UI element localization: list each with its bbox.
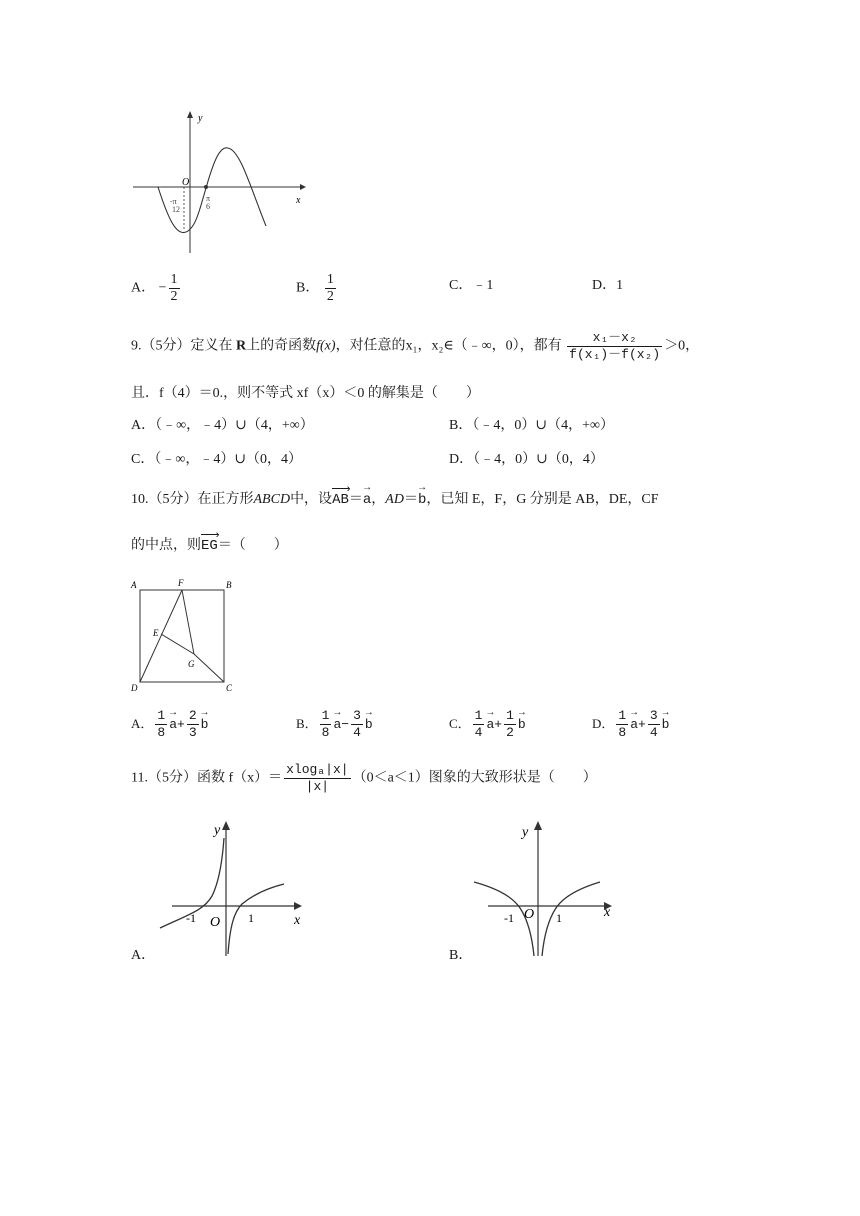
q10-option-a[interactable]: A． $\frac{1}{8}$ → a+ $\frac{2}{3}$ → b <box>131 708 208 741</box>
svg-text:y: y <box>214 823 221 838</box>
q8-option-a[interactable]: A． − $\frac{1}{2}$ <box>131 272 178 304</box>
svg-text:x: x <box>294 913 301 928</box>
axis-y-label: y <box>198 113 203 124</box>
svg-text:1: 1 <box>556 911 562 925</box>
svg-text:-1: -1 <box>186 911 196 925</box>
q11-stem: 11.（5分）函数 f（x）＝ $\frac{\text{xlogₐ|x|}}{|x|}$ （0＜a＜1）图象的大致形状是（ ） <box>131 762 597 794</box>
svg-text:-1: -1 <box>504 911 514 925</box>
axis-x-label: x <box>296 195 301 206</box>
q9-stem-line2: 且．f（4）＝0.，则不等式 xf（x）＜0 的解集是（ ） <box>131 386 480 401</box>
q8-option-b[interactable]: B． $\frac{1}{2}$ <box>296 272 334 304</box>
svg-text:F: F <box>178 578 184 588</box>
svg-text:B: B <box>226 580 232 590</box>
q10-option-c[interactable]: C． $\frac{1}{4}$ → a+ $\frac{1}{2}$ → b <box>449 708 526 741</box>
q8-option-d[interactable]: D．1 <box>592 278 624 293</box>
graph-a-right-branch <box>228 884 284 954</box>
q8-option-c[interactable]: C．﹣1 <box>449 278 494 293</box>
q10-option-d[interactable]: D． $\frac{1}{8}$ → a+ $\frac{3}{4}$ → b <box>592 708 669 741</box>
q9-option-b[interactable]: B．（﹣4，0）∪（4，+∞） <box>449 418 614 433</box>
svg-text:-π: -π <box>170 197 177 206</box>
q11-option-a-label[interactable]: A． <box>131 948 156 963</box>
svg-text:E: E <box>153 628 159 638</box>
svg-text:A: A <box>131 580 137 590</box>
sine-curve <box>158 148 266 233</box>
q10-square-figure <box>128 574 240 694</box>
q10-option-b[interactable]: B． $\frac{1}{8}$ → a− $\frac{3}{4}$ → b <box>296 708 373 741</box>
svg-text:O: O <box>210 915 221 930</box>
q9-option-c[interactable]: C．（﹣∞，﹣4）∪（0，4） <box>131 452 303 467</box>
q11-graph-b <box>466 816 626 961</box>
svg-text:π: π <box>206 194 211 203</box>
q9-option-d[interactable]: D．（﹣4，0）∪（0，4） <box>449 452 604 467</box>
svg-text:y: y <box>522 825 529 840</box>
svg-text:C: C <box>226 683 233 693</box>
svg-text:D: D <box>131 683 138 693</box>
origin-label: O <box>182 177 190 188</box>
graph-b-right-branch <box>542 882 600 956</box>
q9-option-a[interactable]: A．（﹣∞，﹣4）∪（4，+∞） <box>131 418 314 433</box>
q11-option-b-label[interactable]: B． <box>449 948 473 963</box>
q9-stem-line1: 9.（5分）定义在 R上的奇函数f(x)，对任意的x₁，x₂∈（﹣∞，0），都有 $\frac{\text{x₁－x₂}}{\text{f(x₁)－f(x₂)}}$ ＞0， <box>131 330 700 362</box>
svg-text:x: x <box>604 905 611 920</box>
svg-text:1: 1 <box>248 911 254 925</box>
q8-sine-graph <box>128 108 308 258</box>
q11-graph-a <box>150 816 310 961</box>
q10-stem-line1: 10.（5分）在正方形ABCD中，设AB ›＝→ a，AD＝→ b，已知 E，F，G 分别是 AB，DE，CF <box>131 490 659 510</box>
svg-text:6: 6 <box>206 202 210 211</box>
svg-text:O: O <box>524 907 535 922</box>
q10-stem-line2: 的中点，则EG ›＝（ ） <box>131 536 288 556</box>
svg-text:G: G <box>188 659 195 669</box>
svg-text:12: 12 <box>172 205 180 214</box>
